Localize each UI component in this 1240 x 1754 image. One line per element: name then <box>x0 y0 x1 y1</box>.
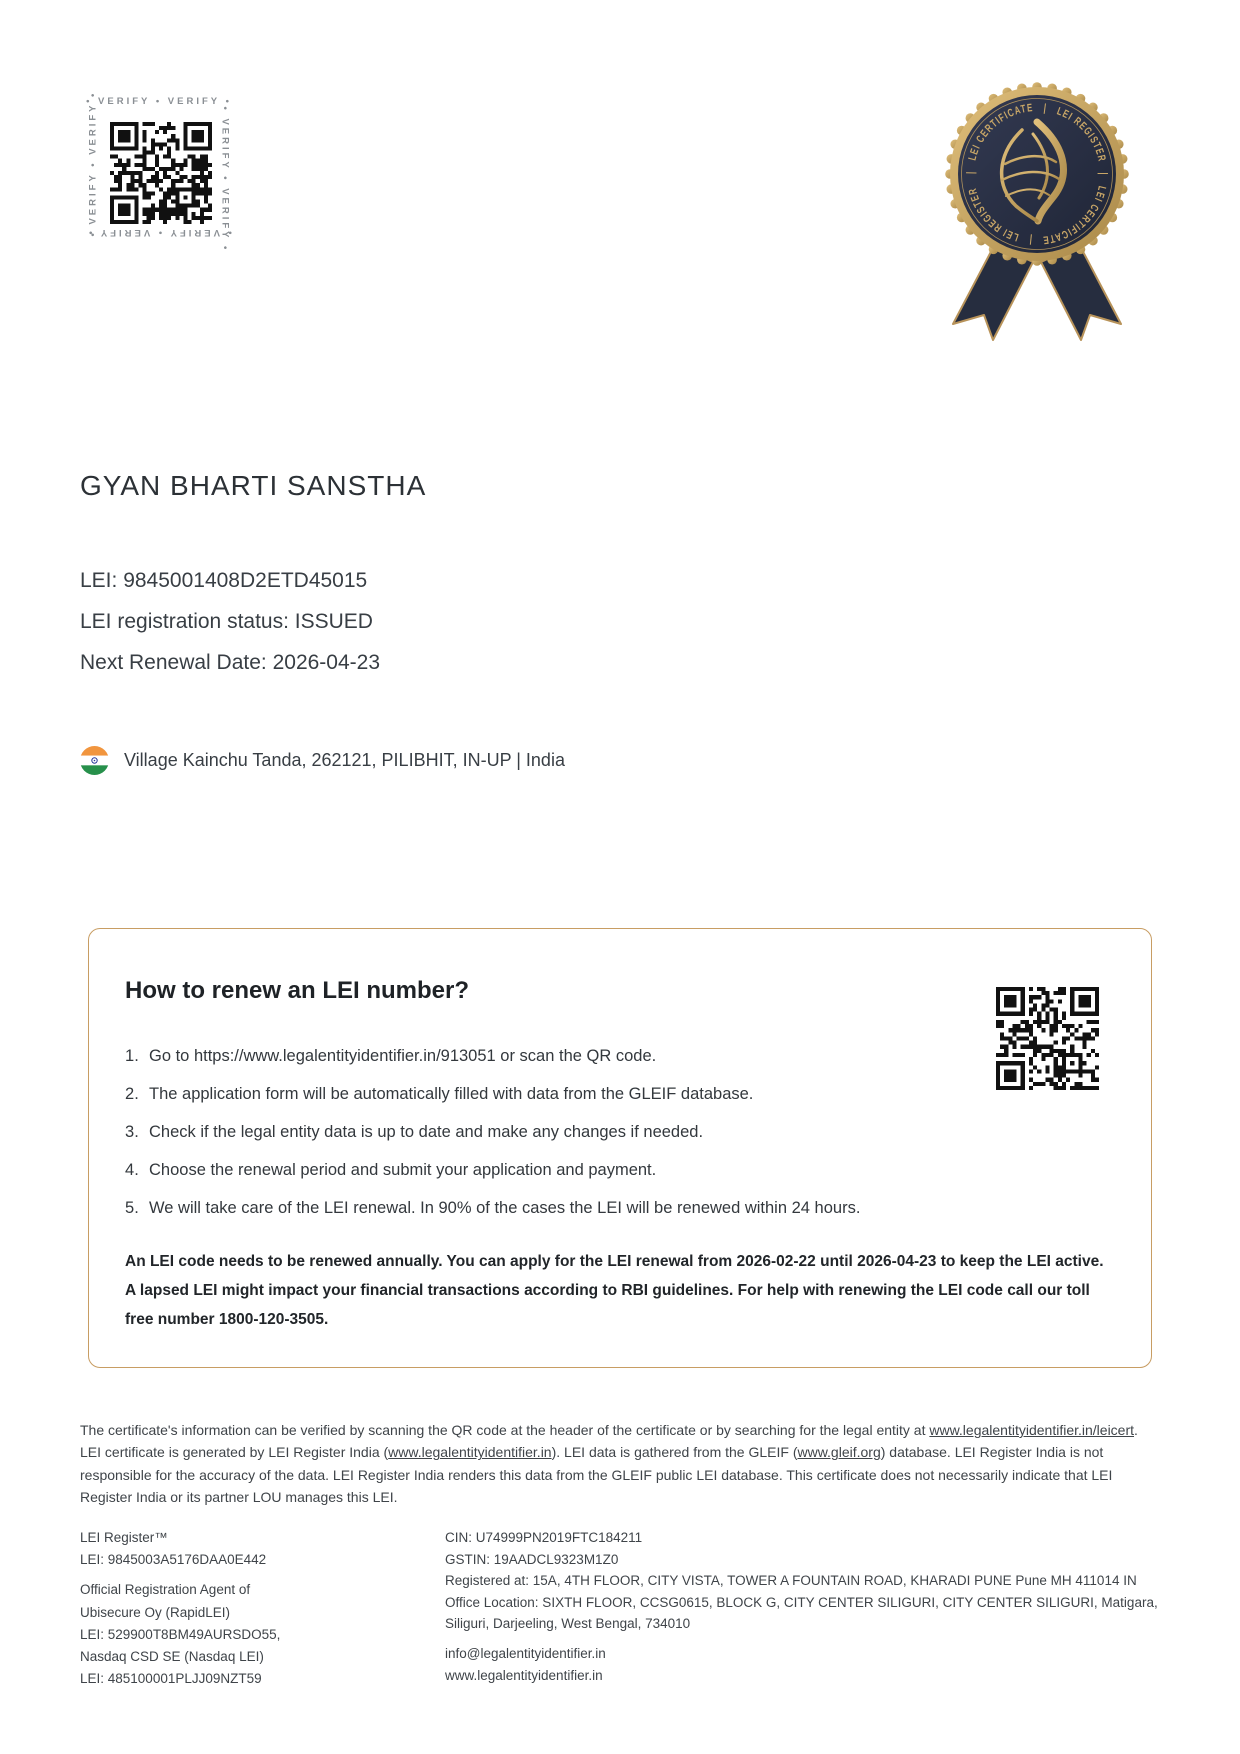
india-flag-icon <box>80 746 109 775</box>
renew-box <box>88 928 1152 1368</box>
verify-label-left: • VERIFY • VERIFY • <box>87 90 99 237</box>
disclaimer <box>80 1419 1160 1509</box>
disclaimer-link-gleif[interactable]: www.gleif.org <box>797 1444 881 1461</box>
renew-step <box>149 1083 1009 1106</box>
disclaimer-text: The certificate's information can be verified by scanning the QR code at the header of the certificate or by searching for the legal entity at <box>80 1422 930 1438</box>
verify-label-right: • VERIFY • VERIFY • <box>219 106 231 253</box>
footer-left-column <box>80 1527 410 1690</box>
badge-ring-text: | LEI CERTIFICATE | LEI REGISTER | LEI CERTIFICATE | LEI REGISTER <box>964 101 1110 247</box>
renew-step <box>149 1045 1009 1068</box>
footer-registered-address: Registered at: 15A, 4TH FLOOR, CITY VISTA, TOWER A FOUNTAIN ROAD, KHARADI PUNE Pune MH 411014 IN <box>445 1573 1137 1589</box>
disclaimer-text: ). LEI data is gathered from the GLEIF ( <box>551 1444 798 1461</box>
footer-gstin: GSTIN: 19AADCL9323M1Z0 <box>445 1551 619 1567</box>
disclaimer-text: ) database. LEI Register India is not responsible for the accuracy of the data. LEI Register India renders this data from the GLEIF public LEI database. This certificate does not necessarily indicate that LEI Register India or its partner LOU manages this LEI. <box>80 1444 1113 1506</box>
verify-qr-code <box>110 122 212 224</box>
footer-email[interactable]: info@legalentityidentifier.in <box>445 1645 606 1661</box>
renew-step <box>149 1197 1009 1220</box>
verify-qr-block <box>84 90 234 253</box>
certificate-badge <box>925 72 1150 342</box>
footer-brand: LEI Register™ <box>80 1530 168 1545</box>
footer-brand-lei: LEI: 9845003A5176DAA0E442 <box>80 1552 267 1568</box>
footer-agent-line: LEI: 529900T8BM49AURSDO55, <box>80 1626 281 1642</box>
disclaimer-text: . LEI certificate is generated by LEI Register India ( <box>80 1422 1138 1461</box>
renew-note: An LEI code needs to be renewed annually. You can apply for the LEI renewal from 2026-02-22 until 2026-04-23 to keep the LEI active. A lapsed LEI might impact your financial transactions according to RBI guidelines. For help with renewing the LEI code call our toll free number 1800-120-3505. <box>125 1253 1104 1328</box>
entity-address: Village Kainchu Tanda, 262121, PILIBHIT, IN-UP | India <box>124 750 565 770</box>
disclaimer-link-lei-register[interactable]: www.legalentityidentifier.in <box>388 1444 552 1461</box>
renew-step-text: Choose the renewal period and submit your application and payment. <box>149 1161 657 1179</box>
footer-agent-line: Nasdaq CSD SE (Nasdaq LEI) <box>80 1649 264 1665</box>
footer-agent-line: Ubisecure Oy (RapidLEI) <box>80 1604 231 1620</box>
entity-details <box>80 560 380 683</box>
footer-cin: CIN: U74999PN2019FTC184211 <box>445 1530 643 1545</box>
verify-label-bottom: • VERIFY • VERIFY • <box>86 227 232 238</box>
renew-step <box>149 1121 1009 1144</box>
renew-title: How to renew an LEI number? <box>125 977 470 1004</box>
entity-status: LEI registration status: ISSUED <box>80 610 373 633</box>
entity-lei: LEI: 9845001408D2ETD45015 <box>80 569 368 592</box>
renew-steps <box>125 1045 1009 1235</box>
renew-step-text: Go to https://www.legalentityidentifier.in/913051 or scan the QR code. <box>149 1047 657 1065</box>
footer-right-column <box>445 1527 1163 1686</box>
footer-agent-line: LEI: 485100001PLJJ09NZT59 <box>80 1671 262 1687</box>
entity-renewal-date: Next Renewal Date: 2026-04-23 <box>80 651 381 674</box>
footer-office-location: Office Location: SIXTH FLOOR, CCSG0615, BLOCK G, CITY CENTER SILIGURI, CITY CENTER SILIGURI, Matigara, Siliguri, Darjeeling, West Bengal, 734010 <box>445 1594 1158 1632</box>
footer-website[interactable]: www.legalentityidentifier.in <box>445 1667 603 1683</box>
verify-label-top: • VERIFY • VERIFY • <box>86 96 232 107</box>
entity-address-row <box>80 746 565 775</box>
renew-qr-code <box>996 987 1099 1090</box>
entity-name: GYAN BHARTI SANSTHA <box>80 470 427 501</box>
renew-step-text: The application form will be automatically filled with data from the GLEIF database. <box>149 1085 754 1103</box>
renew-step-text: We will take care of the LEI renewal. In 90% of the cases the LEI will be renewed within 24 hours. <box>149 1199 861 1217</box>
footer-agent-line: Official Registration Agent of <box>80 1582 251 1598</box>
renew-step <box>149 1159 1009 1182</box>
disclaimer-link-leicert[interactable]: www.legalentityidentifier.in/leicert <box>929 1422 1135 1438</box>
renew-step-text: Check if the legal entity data is up to date and make any changes if needed. <box>149 1123 704 1141</box>
